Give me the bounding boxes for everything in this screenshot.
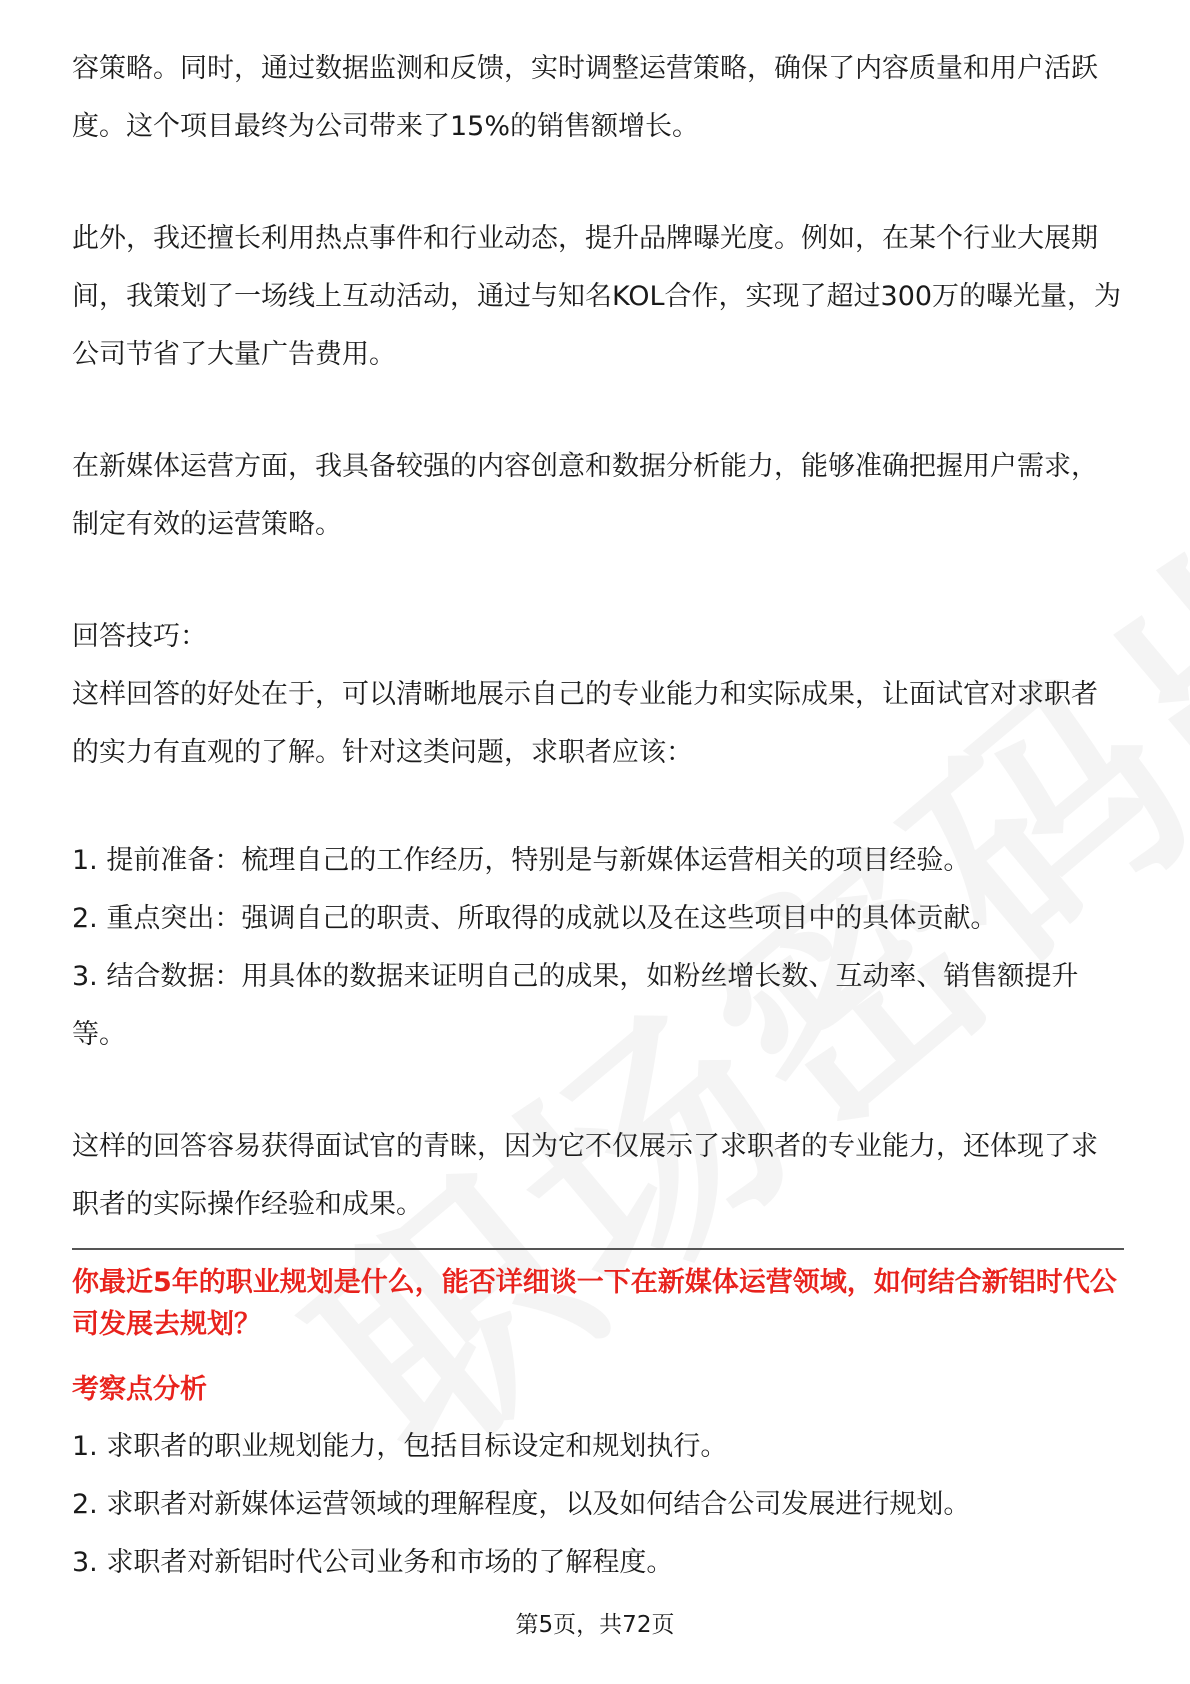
tips-label: 回答技巧： xyxy=(72,621,207,652)
paragraph-2: 此外，我还擅长利用热点事件和行业动态，提升品牌曝光度。例如，在某个行业大展期间，我策划了一场线上互动活动，通过与知名KOL合作，实现了超过300万的曝光量，为公司节省了大量广告费用。 xyxy=(72,223,1122,370)
section-divider xyxy=(72,1248,1124,1250)
interview-question: 你最近5年的职业规划是什么，能否详细谈一下在新媒体运营领域，如何结合新铝时代公司发展去规划？ xyxy=(72,1267,1117,1340)
page-number: 第5页，共72页 xyxy=(515,1612,675,1638)
tips-body: 这样回答的好处在于，可以清晰地展示自己的专业能力和实际成果，让面试官对求职者的实力有直观的了解。针对这类问题，求职者应该： xyxy=(72,679,1098,768)
conclusion-paragraph: 这样的回答容易获得面试官的青睐，因为它不仅展示了求职者的专业能力，还体现了求职者的实际操作经验和成果。 xyxy=(72,1131,1098,1220)
analysis-list-item: 1. 求职者的职业规划能力，包括目标设定和规划执行。 xyxy=(72,1431,728,1462)
tips-list-item: 1. 提前准备：梳理自己的工作经历，特别是与新媒体运营相关的项目经验。 xyxy=(72,845,971,876)
tips-list-item: 3. 结合数据：用具体的数据来证明自己的成果，如粉丝增长数、互动率、销售额提升等。 xyxy=(72,961,1079,1050)
paragraph-3: 在新媒体运营方面，我具备较强的内容创意和数据分析能力，能够准确把握用户需求，制定有效的运营策略。 xyxy=(72,451,1098,540)
analysis-title: 考察点分析 xyxy=(72,1374,207,1405)
page-content xyxy=(72,40,1124,1592)
tips-list xyxy=(72,832,1124,1064)
tips-list-item: 2. 重点突出：强调自己的职责、所取得的成就以及在这些项目中的具体贡献。 xyxy=(72,903,998,934)
paragraph-1: 容策略。同时，通过数据监测和反馈，实时调整运营策略，确保了内容质量和用户活跃度。这个项目最终为公司带来了15%的销售额增长。 xyxy=(72,53,1098,142)
analysis-list xyxy=(72,1418,1124,1592)
analysis-list-item: 3. 求职者对新铝时代公司业务和市场的了解程度。 xyxy=(72,1547,674,1578)
analysis-list-item: 2. 求职者对新媒体运营领域的理解程度，以及如何结合公司发展进行规划。 xyxy=(72,1489,971,1520)
